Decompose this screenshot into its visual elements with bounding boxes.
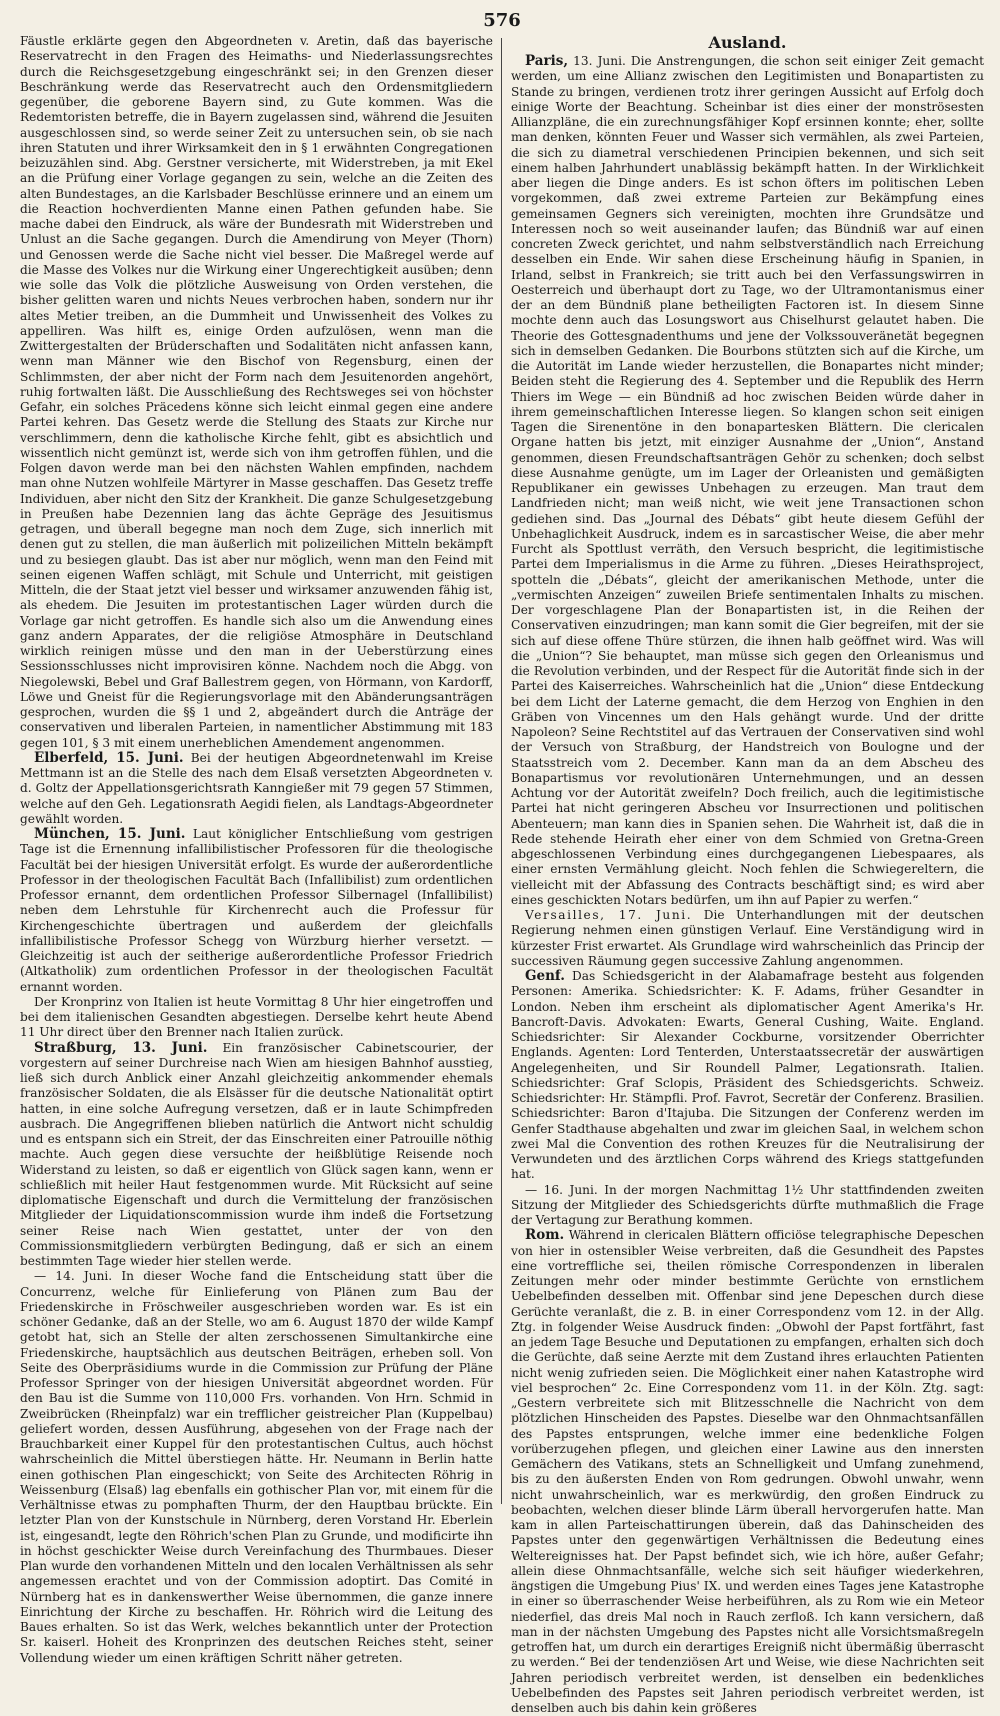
page-number: 576 xyxy=(483,10,521,31)
article-elberfeld xyxy=(20,751,493,827)
article-muenchen xyxy=(20,827,493,995)
left-column xyxy=(20,34,501,1665)
article-rom-text: Während in clericalen Blättern officiöse telegraphische Depeschen von hier in ostensibler Weise verbreiten, daß die Gesundheit des Papstes eine vortreffliche sei, theilen römische Correspondenzen in liberalen Zeitungen mehr oder minder bestimmte Gerüchte von ernstlichem Uebelbefinden desselben mit. Offenbar sind jene Depeschen durch diese Gerüchte veranlaßt, die z. B. in einer Correspondenz vom 12. in der Allg. Ztg. in folgender Weise Ausdruck finden: „Obwohl der Papst fortfährt, fast an jedem Tage Besuche und Deputationen zu empfangen, erhalten sich doch die Gerüchte, daß seine Aerzte mit dem Zustand ihres erlauchten Patienten nicht wenig zufrieden seien. Die Möglichkeit einer nahen Katastrophe wird viel besprochen“ 2c. Eine Correspondenz vom 11. in der Köln. Ztg. sagt: „Gestern verbreitete sich mit Blitzesschnelle die Nachricht von dem plötzlichen Hinscheiden des Papstes. Dieselbe war den Ohnmachtsanfällen des Papstes entsprungen, welche immer eine bedenkliche Folgen vorüberzugehen pflegen, und gleichen einer Lawine aus den innersten Gemächern des Vatikans, stets an Schnelligkeit und Umfang zunehmend, bis zu den äußersten Enden von Rom gedrungen. Obwohl unwahr, wenn nicht unwahrscheinlich, war es merkwürdig, den großen Eindruck zu beobachten, welchen dieser blinde Lärm überall hervorgerufen hatte. Man kam in allen Parteischattirungen überein, daß das Dahinscheiden des Papstes unter den gegenwärtigen Verhältnissen die Bedeutung eines Weltereignisses hat. Der Papst befindet sich, wie ich höre, außer Gefahr; allein diese Ohnmachtsanfälle, welche sich seit häufiger wiederkehren, ängstigen die Umgebung Pius' IX. und werden eines Tages jene Katastrophe in einer so überraschender Weise herbeiführen, als zu Rom wie ein Meteor niederfiel, das dreis Mal noch in Rauch zerfloß. Ich kann versichern, daß man in der nächsten Umgebung des Papstes nicht alle Vorsichtsmaßregeln getroffen hat, um durch ein derartiges Ereigniß nicht übermäßig überrascht zu werden.“ Bei der tendenziösen Art und Weise, wie diese Nachrichten seit Jahren periodisch verbreitet werden, ist denselben ein bedenkliches Uebelbefinden des Papstes seit Jahren periodisch verbreitet werden, ist denselben auch bis dahin kein größeres xyxy=(511,1228,985,1715)
dateline-strassburg: Straßburg, 13. Juni. xyxy=(34,1039,208,1056)
article-rom xyxy=(511,1228,984,1716)
article-muenchen-text: Laut königlicher Entschließung vom gestrigen Tage ist die Ernennung infallibilistischer Professoren für die theologische Facultät bei der hiesigen Universität erfolgt. Es wurde der außerordentliche Professor in der theologischen Facultät Bach (Infallibilist) zum ordentlichen Professor ernannt, dem ordentlichen Professor Silbernagel (Infallibilist) neben dem Lehrstuhle für Kirchenrecht auch die Professur für Kirchengeschichte übertragen und außerdem der gleichfalls infallibilistische Professor Schegg von Würzburg hierher versetzt. — Gleichzeitig ist auch der seitherige außerordentliche Professor Friedrich (Altkatholik) zum ordentlichen Professor in der theologischen Facultät ernannt worden. xyxy=(20,827,494,994)
article-versailles xyxy=(511,908,984,969)
dateline-genf: Genf. xyxy=(525,968,565,984)
dateline-paris: Paris, xyxy=(525,53,569,69)
dateline-rom: Rom. xyxy=(525,1227,565,1244)
article-elberfeld-text: Bei der heutigen Abgeordnetenwahl im Kreise Mettmann ist an die Stelle des nach dem Elsaß versetzten Abgeordneten v. d. Goltz der Appellationsgerichtsrath Kanngießer mit 79 gegen 57 Stimmen, welche auf den Geh. Legationsrath Aegidi fielen, als Landtags-Abgeordneter gewählt worden. xyxy=(20,750,493,826)
article-kronprinz: Der Kronprinz von Italien ist heute Vormittag 8 Uhr hier eingetroffen und bei dem italienischen Gesandten abgestiegen. Derselbe kehrt heute Abend 11 Uhr direct über den Brenner nach Italien zurück. xyxy=(20,994,493,1040)
columns xyxy=(20,33,985,1715)
article-strassburg-text: Ein französischer Cabinetscourier, der vorgestern auf seiner Durchreise nach Wien am hiesigen Bahnhof ausstieg, ließ sich durch Anblick einer Anzahl gleichzeitig ankommender ehemals französischer Soldaten, die als Elsässer für die deutsche Nationalität optirt hatten, in eine solche Aufregung versetzen, daß er in laute Schimpfreden ausbrach. Die Angegriffenen blieben natürlich die Antwort nicht schuldig und es entspann sich ein Streit, der das Einschreiten einer Patrouille nöthig machte. Auch gegen diese versuchte der heißblütige Reisende noch Widerstand zu leisten, so daß er eigentlich von Glück sagen kann, wenn er schließlich mit heiler Haut festgenommen wurde. Mit Rücksicht auf seine diplomatische Eigenschaft und durch die Vermittelung der französischen Mitglieder der Liquidationscommission wurde ihm indeß die Fortsetzung seiner Reise nach Wien gestattet, unter der von den Commissionsmitgliedern verbürgten Bedingung, daß er sich an einem bestimmten Tage wieder hier stellen werde. xyxy=(20,1040,493,1268)
article-genf-followup: — 16. Juni. In der morgen Nachmittag 1½ Uhr stattfindenden zweiten Sitzung der Mitglieder des Schiedsgerichts dürfte muthmaßlich die Frage der Vertagung zur Berathung kommen. xyxy=(511,1182,984,1227)
article-genf-text: Das Schiedsgericht in der Alabamafrage besteht aus folgenden Personen: Amerika. Schiedsrichter: K. F. Adams, früher Gesandter in London. Neben ihm erscheint als diplomatischer Agent Amerika's Hr. Bancroft-Davis. Advokaten: Ewarts, General Cushing, Waite. England. Schiedsrichter: Sir Alexander Cockburne, vorsitzender Oberrichter Englands. Agenten: Lord Tenterden, Unterstaatssecretär der auswärtigen Angelegenheiten, und Sir Roundell Palmer, Legationsrath. Italien. Schiedsrichter: Graf Sclopis, Präsident des Schiedsgerichts. Schweiz. Schiedsrichter: Hr. Stämpfli. Prof. Favrot, Secretär der Conferenz. Brasilien. Schiedsrichter: Baron d'Itajuba. Die Sitzungen der Conferenz werden im Genfer Stadthause abgehalten und zwar im gleichen Saal, in welchem schon zwei Mal die Convention des rothen Kreuzes für die Neutralisirung der Verwundeten und des ärztlichen Corps während des Kriegs stattgefunden hat. xyxy=(511,969,985,1182)
right-column xyxy=(502,33,985,1715)
section-heading-ausland: Ausland. xyxy=(708,33,787,52)
article-friedenskirche: — 14. Juni. In dieser Woche fand die Entscheidung statt über die Concurrenz, welche für Einlieferung von Plänen zum Bau der Friedenskirche in Fröschweiler ausgeschrieben worden war. Es ist ein schöner Gedanke, daß an der Stelle, wo am 6. August 1870 der wilde Kampf getobt hat, sich an Stelle der alten zerschossenen Simultankirche eine Friedenskirche, hauptsächlich aus deutschen Beiträgen, erheben soll. Von Seite des Oberpräsidiums wurde in die Commission zur Prüfung der Pläne Professor Springer von der hiesigen Universität abgeordnet worden. Für den Bau ist die Summe von 110,000 Frs. vorhanden. Von Hrn. Schmid in Zweibrücken (Rheinpfalz) war ein trefflicher geistreicher Plan (Kuppelbau) geliefert worden, dessen Ausführung, abgesehen von der Frage nach der Brauchbarkeit einer Kuppel für den protestantischen Cultus, auch höchst wahrscheinlich die Mittel überstiegen hätte. Hr. Neumann in Berlin hatte einen gothischen Plan eingeschickt; von Seite des Architecten Röhrig in Weissenburg (Elsaß) lag ebenfalls ein gothischer Plan vor, mit einem für die Verhältnisse etwas zu pomphaften Thurm, der den Hauptbau brückte. Ein letzter Plan von der Kunstschule in Nürnberg, deren Vorstand Hr. Eberlein ist, eingesandt, legte den Röhrich'schen Plan zu Grunde, und modificirte ihn in höchst geschickter Weise durch Vereinfachung des Thurmbaues. Dieser Plan wurde den vorhandenen Mitteln und den localen Verhältnissen als sehr angemessen erachtet und von der Commission adoptirt. Das Comité in Nürnberg hat es in dankenswerther Weise übernommen, die ganze innere Einrichtung der Kirche zu beschaffen. Hr. Röhrich wird die Leitung des Baues erhalten. So ist das Werk, welches bekanntlich unter der Protection Sr. kaiserl. Hoheit des Kronprinzen des deutschen Reiches steht, seiner Vollendung wieder um einen kräftigen Schritt näher getreten. xyxy=(20,1269,493,1665)
article-reichstag-debate: Fäustle erklärte gegen den Abgeordneten v. Aretin, daß das bayerische Reservatrecht in den Fragen des Heimaths- und Niederlassungsrechtes durch die Reichsgesetzgebung eingeschränkt sei; in den Grenzen dieser Beschränkung werde das Reservatrecht auch den Ordensmitgliedern gegenüber, die geborene Bayern sind, zu Gute kommen. Was die Redemtoristen betreffe, die in Bayern zugelassen sind, während die Jesuiten ausgeschlossen sind, so werde seiner Zeit zu untersuchen sein, ob sie nach ihren Statuten und ihrer Wirksamkeit den in § 1 erwähnten Congregationen beizuzählen sind. Abg. Gerstner versicherte, mit Widerstreben, ja mit Ekel an die Prüfung einer Vorlage gegangen zu sein, welche an die Zeiten des alten Bundestages, an die Karlsbader Beschlüsse erinnere und an einem um die Reaction hochverdienten Manne einen Pathen gefunden habe. Sie mache dabei den Eindruck, als wäre der Bundesrath mit Widerstreben und Unlust an die Sache gegangen. Durch die Amendirung von Meyer (Thorn) und Genossen werde die Sache nicht viel besser. Die Maßregel werde auf die Masse des Volkes nur die Wirkung einer Ungerechtigkeit ausüben; denn wie solle das Volk die plötzliche Ausweisung von Orden verstehen, die bisher gelitten waren und nichts Neues verbrochen haben, sondern nur ihr altes Metier treiben, an die Dummheit und Unwissenheit des Volkes zu appelliren. Was hilft es, einige Orden aufzulösen, wenn man die Zwittergestalten der Brüderschaften und Sodalitäten nicht anfassen kann, wenn man Männer wie den Bischof von Regensburg, einen der Schlimmsten, der aber nicht der Form nach dem Jesuitenorden angehört, ruhig fortwalten läßt. Die Ausschließung des Rechtsweges sei von höchster Gefahr, ein solches Präcedens könne sich leicht einmal gegen eine andere Partei kehren. Das Gesetz werde die Stellung des Staats zur Kirche nur verschlimmern, denn die katholische Kirche fehlt, gibt es absichtlich und wissentlich nicht gemünzt ist, werde sich von ihm getroffen fühlen, und die Folgen davon werde man bei den nächsten Wahlen empfinden, nachdem man ohne Nutzen wohlfeile Märtyrer in Masse geschaffen. Das Gesetz treffe Individuen, aber nicht den Sitz der Krankheit. Die ganze Schulgesetzgebung in Preußen habe Dezennien lang das ächte Gepräge des Jesuitismus getragen, und überall begegne man noch dem Zuge, sich innerlich mit denen gut zu stellen, die man äußerlich mit polizeilichen Mitteln bekämpft und zu besiegen glaubt. Das ist aber nur möglich, wenn man den Feind mit seinen eigenen Waffen schlägt, mit Schule und Unterricht, mit geistigen Mitteln, die der Staat jetzt viel besser und wirksamer anzuwenden fähig ist, als ehedem. Die Jesuiten im protestantischen Lager würden durch die Vorlage gar nicht getroffen. Es handle sich also um die Anwendung eines ganz andern Apparates, der die religiöse Atmosphäre in Deutschland wirklich reinigen müsse und den man in der Ueberstürzung eines Sessionsschlusses nicht improvisiren könne. Nachdem noch die Abgg. von Niegolewski, Bebel und Graf Ballestrem gegen, von Hörmann, von Kardorff, Löwe und Gneist für die Regierungsvorlage mit den Abänderungsanträgen gesprochen, wurden die §§ 1 und 2, abgeändert durch die Anträge der conservativen und liberalen Parteien, in namentlicher Abstimmung mit 183 gegen 101, § 3 mit einem unerheblichen Amendement angenommen. xyxy=(20,34,493,750)
dateline-muenchen: München, 15. Juni. xyxy=(34,826,186,842)
article-versailles-text: Die Unterhandlungen mit der deutschen Regierung nehmen einen günstigen Verlauf. Eine Verständigung wird in kürzester Frist erwartet. Als Grundlage wird wahrscheinlich das Princip der successiven Räumung gegen successive Zahlung angenommen. xyxy=(511,908,984,968)
article-strassburg xyxy=(20,1041,493,1270)
dateline-elberfeld: Elberfeld, 15. Juni. xyxy=(34,749,184,766)
article-paris xyxy=(511,54,984,908)
dateline-versailles: Versailles, 17. Juni. xyxy=(525,908,693,922)
article-paris-text: 13. Juni. Die Anstrengungen, die schon seit einiger Zeit gemacht werden, um eine Allianz zwischen den Legitimisten und Bonapartisten zu Stande zu bringen, verdienen trotz ihrer geringen Aussicht auf Erfolg doch einige Worte der Beachtung. Scheinbar ist dies einer der monströsesten Allianzpläne, die ein zurechnungsfähiger Kopf ersinnen konnte; eher, sollte man denken, könnten Feuer und Wasser sich vermählen, als zwei Parteien, die sich zu diametral verschiedenen Principien bekennen, und sich seit einem halben Jahrhundert unablässig bekämpft hatten. In der Wirklichkeit aber liegen die Dinge anders. Es ist schon öfters im politischen Leben vorgekommen, daß zwei extreme Parteien zur Bekämpfung eines gemeinsamen Gegners sich vereinigten, mochten ihre Grundsätze und Interessen noch so weit auseinander laufen; das Bündniß war auf einen concreten Zweck gerichtet, und nahm selbstverständlich nach Erreichung desselben ein Ende. Wir sahen diese Erscheinung häufig in Spanien, in Irland, selbst in Frankreich; sie tritt auch bei den Verfassungswirren in Oesterreich und überhaupt dort zu Tage, wo der Ultramontanismus einer der an dem Bündniß plane betheiligten Factoren ist. In diesem Sinne mochte denn auch das Losungswort aus Chiselhurst gelautet haben. Die Theorie des Gottesgnadenthums und jene der Volkssouveränetät begegnen sich in demselben Gedanken. Die Bourbons stützten sich auf die Kirche, um die Autorität im Lande wieder herzustellen, die Bonapartes nicht minder; Beiden steht die Regierung des 4. September und die Republik des Herrn Thiers im Wege — ein Bündniß ad hoc zwischen Beiden würde daher in ihrem gemeinschaftlichen Interesse liegen. So klangen schon seit einigen Tagen die Sirenentöne in den bonapartesken Blättern. Die clericalen Organe hatten bis jetzt, mit einziger Ausnahme der „Union“, Anstand genommen, diesen Freundschaftsanträgen Gehör zu schenken; doch selbst diese Ausnahme genügte, um im Lager der Orleanisten und gemäßigten Republikaner ein gewisses Unbehagen zu erzeugen. Man traut dem Landfrieden nicht; man weiß nicht, wie weit jene Transactionen schon gediehen sind. Das „Journal des Débats“ gibt heute diesem Gefühl der Unbehaglichkeit Ausdruck, indem es in sarcastischer Weise, die aber mehr Furcht als Spottlust verräth, den Versuch bespricht, die legitimistische Partei dem Imperialismus in die Arme zu führen. „Dieses Heirathsproject, spotteln die „Débats“, gleicht der amerikanischen Methode, unter die „vermischten Anzeigen“ zuweilen Briefe sentimentalen Inhalts zu mischen. Der vorgeschlagene Plan der Bonapartisten ist, in die Reihen der Conservativen einzudringen; man kann somit die Gier begreifen, mit der sie sich auf diese offene Thüre stürzen, die ihnen halb geöffnet wird. Was will die „Union“? Sie behauptet, man müsse sich gegen den Orleanismus und die Revolution verbinden, und der Respect für die Autorität finde sich in der Partei des Kaiserreiches. Wahrscheinlich hat die „Union“ diese Entdeckung bei dem Licht der Laterne gemacht, die dem Herzog von Enghien in den Gräben von Vincennes um den Hals gehängt wurde. Und der dritte Napoleon? Seine Rechtstitel auf das Vertrauen der Conservativen sind wohl der Versuch von Straßburg, der Handstreich von Boulogne und der Staatsstreich vom 2. December. Kann man da an dem Abscheu des Bonapartismus vor revolutionären Unternehmungen, und an dessen Achtung vor der Autorität zweifeln? Doch freilich, auch die legitimistische Partei hat nicht geringeren Abscheu vor Insurrectionen und politischen Abenteuern; man kann dies in Spanien sehen. Die Wahrheit ist, daß die in Rede stehende Heirath eher einer von dem Schmied von Gretna-Green abgeschlossenen Verbindung eines durchgegangenen Liebespaares, als einer ernsten Vermählung gleicht. Noch fehlen die Schwiegereltern, die vielleicht mit der Abfassung des Contracts beschäftigt sind; es wird aber eines geschickten Notars bedürfen, um ihn auf Papier zu werfen.“ xyxy=(511,54,984,907)
article-genf xyxy=(511,969,984,1183)
